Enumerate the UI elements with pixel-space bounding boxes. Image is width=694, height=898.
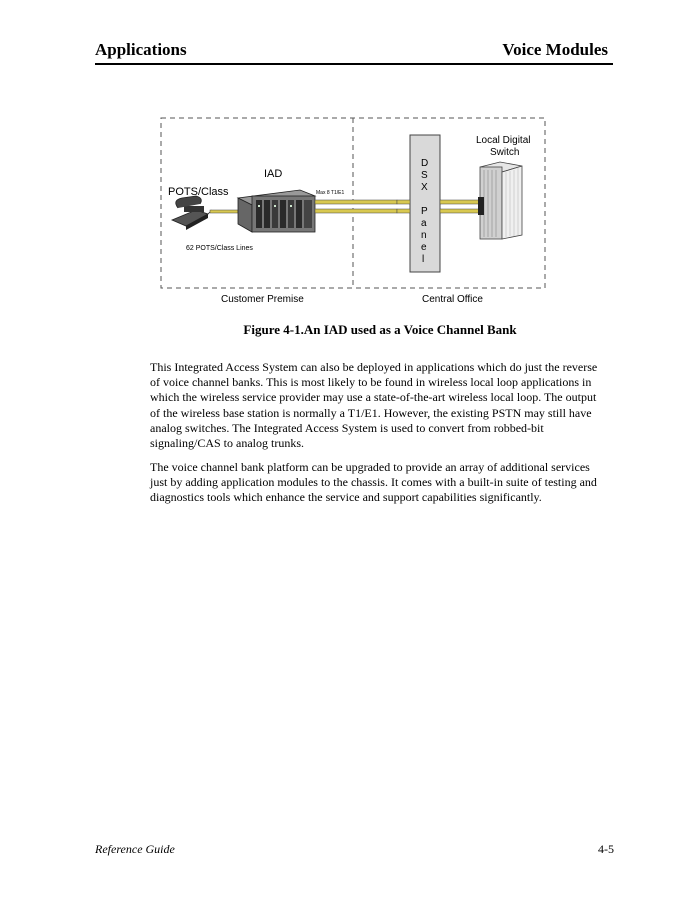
paragraph-line: signaling/CAS to analog trunks. [150, 436, 304, 451]
paragraph-1 [150, 360, 612, 451]
telephone-icon [172, 196, 208, 230]
local-switch-icon [478, 162, 522, 239]
paragraph-line: diagnostics tools which enhance the service and support capabilities significantly. [150, 490, 542, 505]
dsx-letter: e [421, 242, 427, 253]
t1-cable-bottom [315, 209, 397, 213]
figure-iad-diagram [150, 110, 560, 315]
header-rule [95, 63, 613, 65]
paragraph-2 [150, 460, 612, 506]
co-cable-top [440, 200, 480, 204]
customer-premise-label: Customer Premise [221, 294, 304, 305]
local-switch-label-line2: Switch [490, 147, 520, 158]
paragraph-line: just by adding application modules to the chassis. It comes with a built-in suite of testing and [150, 475, 597, 490]
dsx-letter: n [421, 230, 427, 241]
iad-label: IAD [264, 168, 283, 180]
paragraph-line: The voice channel bank platform can be upgraded to provide an array of additional services [150, 460, 590, 474]
central-office-label: Central Office [422, 294, 483, 305]
co-cable-bottom [440, 209, 480, 213]
dsx-letter: a [421, 218, 427, 229]
pots-class-label: POTS/Class [168, 186, 229, 198]
paragraph-line: which the wireless service provider may use a state-of-the-art wireless local loop. The output [150, 390, 597, 405]
iad-chassis-icon [238, 190, 315, 232]
t1-cable-top [315, 200, 397, 204]
figure-caption: Figure 4-1.An IAD used as a Voice Channel Bank [243, 322, 517, 337]
dsx-letter: l [422, 254, 425, 265]
max-t1e1-label: Max 8 T1/E1 [316, 190, 345, 196]
paragraph-line: analog switches. The Integrated Access System is used to convert from robbed-bit [150, 420, 544, 435]
header-section-title: Applications [95, 40, 187, 59]
dsx-letter: D [421, 158, 429, 169]
paragraph-line: of voice channel banks. This is most likely to be found in wireless local loop applications in [150, 375, 592, 390]
pots-lines-label: 62 POTS/Class Lines [186, 245, 253, 252]
dsx-letter: S [421, 170, 428, 181]
paragraph-line: This Integrated Access System can also be deployed in applications which do just the reverse [150, 360, 598, 374]
footer-page-number: 4-5 [598, 842, 614, 856]
footer-document-title: Reference Guide [95, 842, 175, 856]
dsx-letter: X [421, 182, 428, 193]
paragraph-line: of the wireless base station is normally a T1/E1. However, the existing PSTN may still have [150, 405, 592, 420]
local-switch-label-line1: Local Digital [476, 135, 531, 146]
header-chapter-title: Voice Modules [502, 40, 608, 59]
dsx-letter: P [421, 206, 428, 217]
